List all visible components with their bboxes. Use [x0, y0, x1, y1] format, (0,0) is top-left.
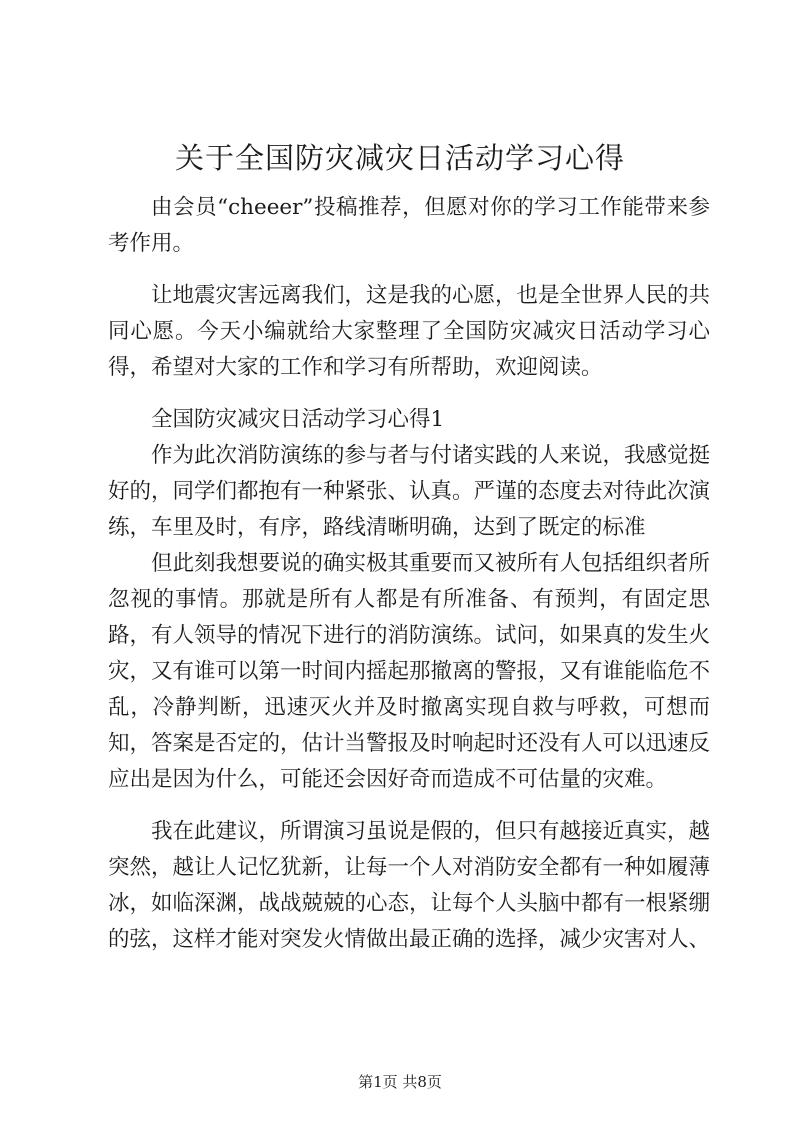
paragraph-body: 作为此次消防演练的参与者与付诸实践的人来说，我感觉挺好的，同学们都抱有一种紧张、认真。严谨的态度去对待此次演练，车里及时，有序，路线清晰明确，达到了既定的标准 — [108, 443, 711, 540]
section-heading: 全国防灾减灾日活动学习心得1 — [151, 407, 445, 432]
document-body — [108, 190, 710, 958]
paragraph-body: 我在此建议，所谓演习虽说是假的，但只有越接近真实，越突然，越让人记忆犹新，让每一个人对消防安全都有一种如履薄冰，如临深渊，战战兢兢的心态，让每个人头脑中都有一根紧绷的弦，这样才能对突发火情做出最正确的选择，减少灾害对人、 — [108, 819, 711, 952]
paragraph-intro: 由会员“cheeer”投稿推荐，但愿对你的学习工作能带来参考作用。 — [108, 195, 710, 256]
paragraph-body: 但此刻我想要说的确实极其重要而又被所有人包括组织者所忽视的事情。那就是所有人都是有所准备、有预判，有固定思路，有人领导的情况下进行的消防演练。试问，如果真的发生火灾，又有谁可以第一时间内摇起那撤离的警报，又有谁能临危不乱，冷静判断，迅速灭火并及时撤离实现自救与呼救，可想而知，答案是否定的，估计当警报及时响起时还没有人可以迅速反应出是因为什么，可能还会因好奇而造成不可估量的灾难。 — [108, 551, 711, 792]
page-number-footer: 第1页 共8页 — [358, 1073, 442, 1091]
document-title: 关于全国防灾减灾日活动学习心得 — [174, 141, 625, 175]
paragraph-preface: 让地震灾害远离我们，这是我的心愿，也是全世界人民的共同心愿。今天小编就给大家整理了全国防灾减灾日活动学习心得，希望对大家的工作和学习有所帮助，欢迎阅读。 — [108, 283, 711, 380]
